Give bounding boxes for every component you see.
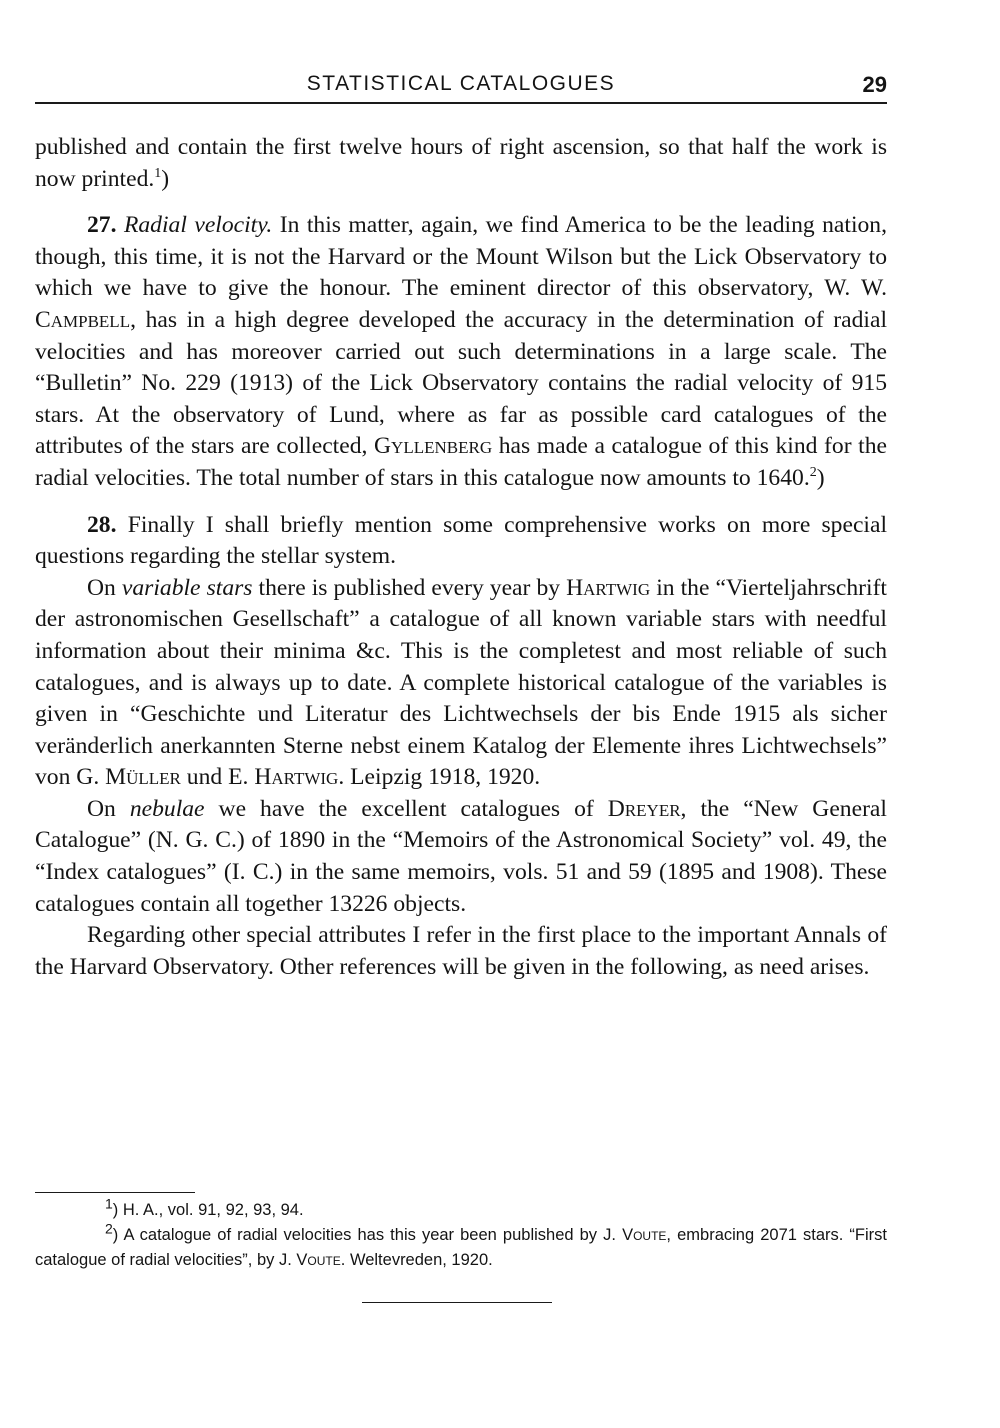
paragraph-text: Regarding other special attributes I refer in the first place to the important Annals of the Harvard Observatory. Other references will be given in the following, as need arises. [35, 922, 887, 980]
paragraph-text: Leipzig 1918, 1920. [350, 764, 541, 791]
footnote-mark: 1 [105, 1195, 113, 1212]
paragraph-text: On [87, 574, 116, 601]
author-name-dreyer: Dreyer, [607, 795, 687, 822]
section-heading: Radial velocity. [123, 212, 273, 239]
section-number: 28. [87, 511, 117, 538]
paragraph-text: the “New General Catalogue” (N. G. C.) of 1890 in the “Memoirs of the Astronomical Society” vol. 49, the “Index catalogues” (I. C.) in the same memoirs, vols. 51 and 59 (1895 and 1908). These catalogues contain all together 13226 objects. [35, 795, 887, 917]
emphasis-nebulae: nebulae [129, 795, 205, 822]
paragraph-text: there is published every year by [258, 574, 561, 601]
footnote-ref-2: 2 [809, 465, 817, 481]
page-number: 29 [862, 72, 887, 97]
author-name-muller: Müller [105, 764, 181, 791]
emphasis-variable-stars: variable stars [121, 574, 253, 601]
paragraph-text: On [87, 795, 116, 822]
footnote-mark: 2 [105, 1220, 113, 1237]
author-name-voute: Voute. [296, 1251, 346, 1269]
author-name-gyllenberg: Gyllenberg [374, 433, 493, 460]
author-name-hartwig: Hartwig [566, 574, 651, 601]
paragraph-text: we have the excellent catalogues of [218, 795, 594, 822]
footnote-text: ) H. A., vol. 91, 92, 93, 94. [112, 1201, 304, 1219]
footnote-divider [35, 1192, 195, 1193]
author-name-voute: Voute, [622, 1226, 672, 1244]
section-27-radial-velocity [35, 210, 887, 494]
end-divider [362, 1302, 552, 1303]
body-text [35, 132, 887, 983]
paragraph-variable-stars [35, 573, 887, 794]
footnote-text: Weltevreden, 1920. [349, 1251, 493, 1269]
paragraph-text: published and contain the first twelve hours of right ascension, so that half the work is now printed. [35, 134, 887, 192]
footnote-2 [35, 1220, 888, 1273]
page-header [35, 72, 887, 104]
paragraph-continuation [35, 132, 887, 195]
footnote-1 [35, 1195, 887, 1223]
footnotes [35, 1195, 888, 1273]
section-number: 27. [87, 212, 117, 239]
paren-close: ) [816, 464, 825, 491]
paragraph-text: Finally I shall briefly mention some comprehensive works on more special questions regarding the stellar system. [35, 511, 887, 570]
paragraph-nebulae [35, 794, 887, 920]
paragraph-text: In this matter, again, we find America to be the leading nation, though, this time, it is not the Harvard or the Mount Wilson but the Lick Observatory to which we have to give the honour. The eminent director of this observatory, W. W. [35, 212, 887, 302]
running-title: STATISTICAL CATALOGUES [306, 72, 616, 95]
section-28-special-works [35, 510, 887, 573]
footnote-text: ) A catalogue of radial velocities has this year been published by J. [112, 1226, 616, 1244]
paragraph-text: has in a high degree developed the accuracy in the determination of radial velocities and has moreover carried out such determinations in a large scale. The “Bulletin” No. 229 (1913) of the Lick Observatory contains the radial velocity of 915 stars. At the observatory of Lund, where as far as possible card catalogues of the attributes of the stars are collected, [35, 306, 888, 460]
paragraph-text: in the “Vierteljahrschrift der astronomischen Gesellschaft” a catalogue of all known variable stars with needful information about their minima &c. This is the completest and most reliable of such catalogues, and is always up to date. A complete historical catalogue of the variables is given in “Geschichte und Literatur des Lichtwechsels der bis Ende 1915 als sicher veränderlich anerkannten Sterne nebst einem Katalog der Elemente ihres Lichtwechsels” von G. [35, 574, 887, 791]
paragraph-other-attributes [35, 920, 887, 983]
author-name-campbell: Campbell, [35, 306, 136, 333]
footnote-text: embracing 2071 stars. “First catalogue of radial velocities”, by J. [35, 1226, 888, 1269]
paragraph-text: und E. [186, 764, 249, 791]
paren-close: ) [161, 165, 170, 192]
footnote-ref-1: 1 [154, 165, 162, 181]
paragraph-text: has made a catalogue of this kind for the radial velocities. The total number of stars in this catalogue now amounts to 1640. [35, 433, 887, 491]
author-name-hartwig: Hartwig. [254, 764, 345, 791]
